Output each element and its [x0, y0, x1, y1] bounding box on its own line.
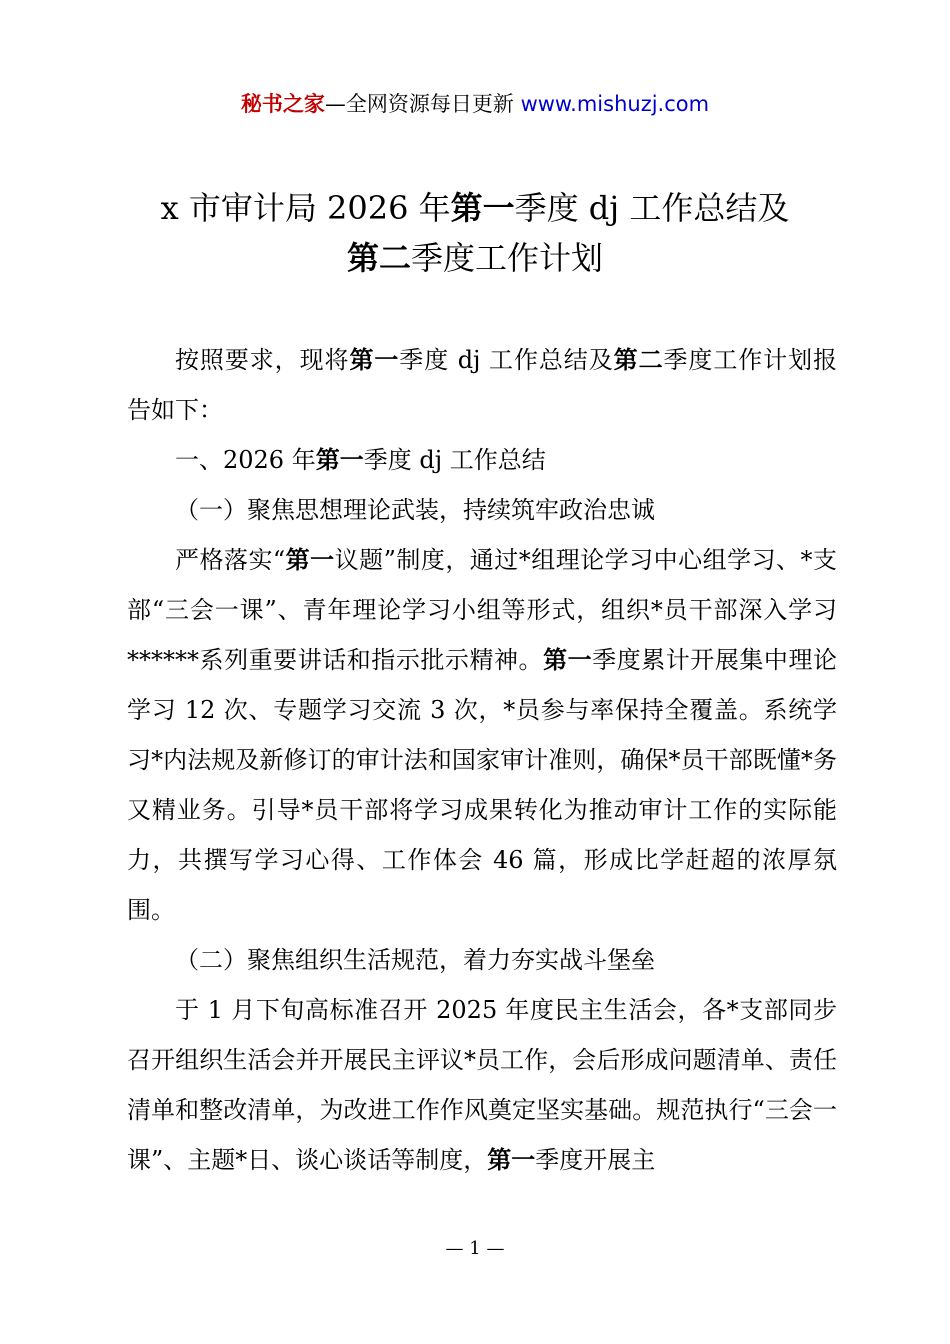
subsection-heading-2: （二）聚焦组织生活规范，着力夯实战斗堡垒	[175, 946, 655, 974]
subsection-paragraph-1: 严格落实“第一议题”制度，通过*组理论学习中心组学习、*支部“三会一课”、青年理论学习小组等形式，组织*员干部深入学习******系列重要讲话和指示批示精神。第一季度累计开展集中理论学习 12 次、专题学习交流 3 次，*员参与率保持全覆盖。系统学习*内法规及新修订的审计法和国家审计准则，确保*员干部既懂*务又精业务。引导*员干部将学习成果转化为推动审计工作的实际能力，共撰写学习心得、工作体会 46 篇，形成比学赶超的浓厚氛围。	[127, 546, 838, 924]
header-slogan: —全网资源每日更新	[324, 92, 521, 116]
brand-name: 秘书之家	[240, 92, 325, 116]
document-body	[127, 335, 837, 1185]
title-line-1: x 市审计局 2026 年第一季度 dj 工作总结及	[160, 189, 790, 227]
subsection-paragraph-2: 于 1 月下旬高标准召开 2025 年度民主生活会，各*支部同步召开组织生活会并开展民主评议*员工作，会后形成问题清单、责任清单和整改清单，为改进工作作风奠定坚实基础。规范执行“三会一课”、主题*日、谈心谈话等制度，第一季度开展主	[127, 996, 837, 1174]
site-url-link[interactable]: www.mishuzj.com	[520, 92, 710, 116]
title-line-2: 第二季度工作计划	[346, 239, 604, 277]
document-title	[0, 183, 950, 283]
site-header	[0, 88, 950, 118]
intro-paragraph: 按照要求，现将第一季度 dj 工作总结及第二季度工作计划报告如下：	[127, 346, 838, 424]
section-heading-1: 一、2026 年第一季度 dj 工作总结	[175, 446, 546, 474]
page-number: — 1 —	[445, 1238, 505, 1259]
subsection-heading-1: （一）聚焦思想理论武装，持续筑牢政治忠诚	[175, 496, 655, 524]
